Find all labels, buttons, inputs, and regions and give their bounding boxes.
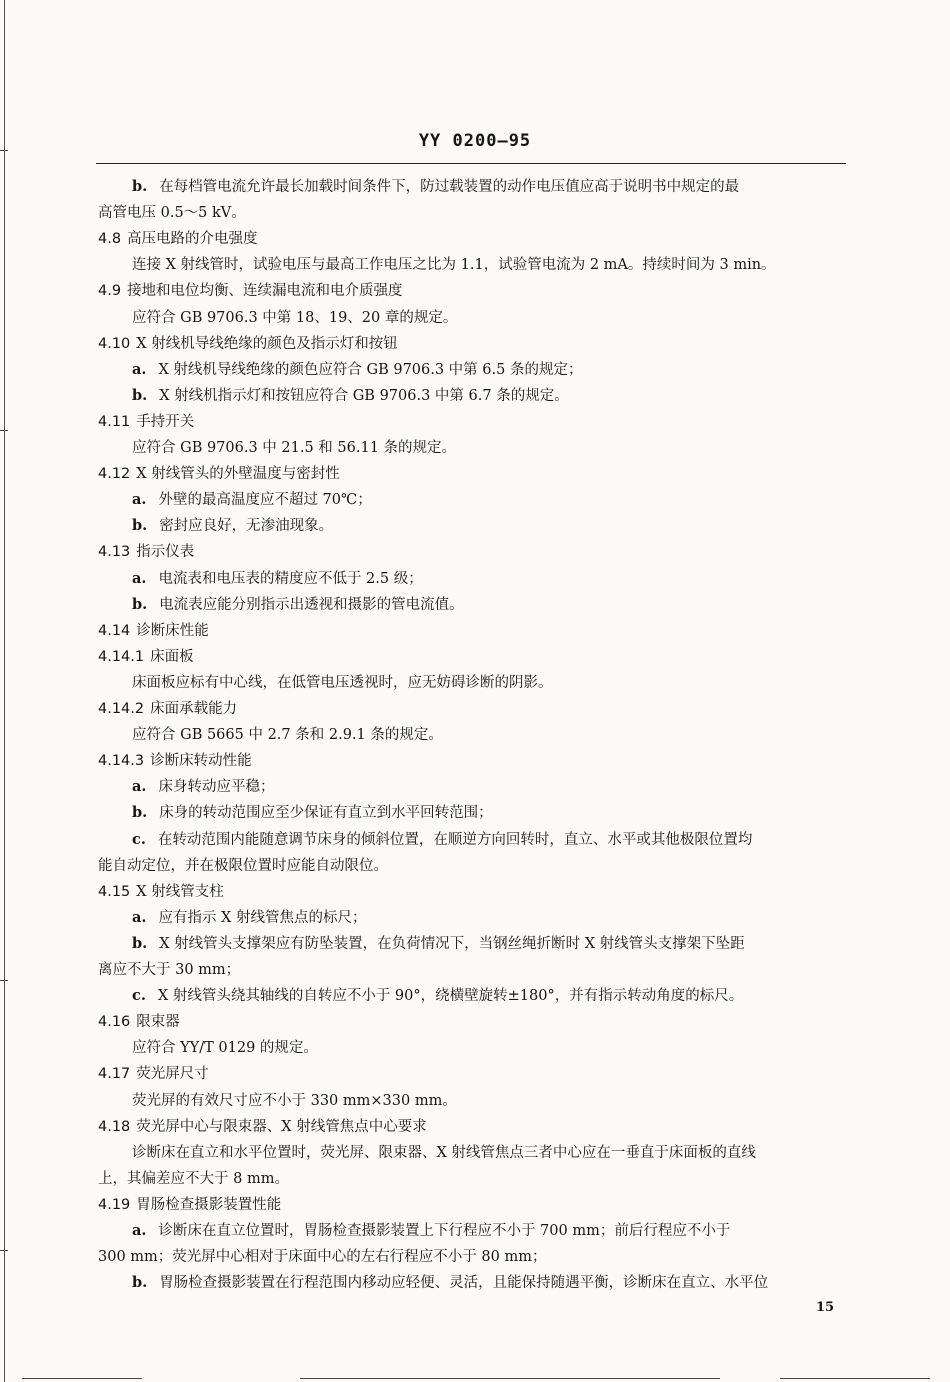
line-text: 应符合 GB 5665 中 2.7 条和 2.9.1 条的规定。 bbox=[132, 727, 443, 744]
list-item bbox=[132, 595, 464, 617]
scan-edge-mark bbox=[0, 430, 8, 431]
line-text: X 射线管头支撑架应有防坠装置，在负荷情况下，当钢丝绳折断时 X 射线管头支撑架下坠距 bbox=[159, 935, 745, 952]
page-number: 15 bbox=[816, 1300, 835, 1315]
section-number: 4.12 bbox=[98, 466, 131, 483]
list-item-label: b. bbox=[132, 386, 148, 404]
list-item-label: b. bbox=[132, 1274, 148, 1292]
list-item-label: c. bbox=[132, 830, 146, 848]
list-item bbox=[132, 1273, 768, 1295]
section-number: 4.8 bbox=[98, 231, 122, 248]
body-text-line bbox=[132, 438, 456, 460]
body-text-line bbox=[98, 1247, 546, 1269]
list-item bbox=[132, 908, 367, 930]
section-heading bbox=[98, 699, 237, 721]
line-text: 床身的转动范围应至少保证有直立到水平回转范围； bbox=[159, 805, 493, 822]
list-item bbox=[132, 569, 423, 591]
list-item bbox=[132, 986, 743, 1008]
list-item-label: a. bbox=[132, 491, 147, 509]
line-text: 连接 X 射线管时，试验电压与最高工作电压之比为 1.1，试验管电流为 2 mA。持续时间为 3 min。 bbox=[132, 257, 776, 274]
line-text: 密封应良好，无渗油现象。 bbox=[159, 518, 334, 535]
section-heading bbox=[98, 281, 403, 303]
line-text: X 射线机导线绝缘的颜色应符合 GB 9706.3 中第 6.5 条的规定； bbox=[158, 361, 583, 378]
list-item bbox=[132, 177, 739, 199]
line-text: 诊断床转动性能 bbox=[150, 753, 252, 770]
scan-left-edge bbox=[4, 0, 5, 1382]
section-number: 4.14.2 bbox=[98, 701, 145, 717]
body-text-line bbox=[132, 1038, 318, 1060]
line-text: 荧光屏尺寸 bbox=[136, 1066, 209, 1083]
line-text: 电流表和电压表的精度应不低于 2.5 级； bbox=[158, 570, 423, 587]
body-text-line bbox=[132, 1091, 457, 1113]
section-heading bbox=[98, 1064, 209, 1086]
section-heading bbox=[98, 1117, 427, 1139]
line-text: 荧光屏的有效尺寸应不小于 330 mm×330 mm。 bbox=[132, 1092, 457, 1109]
list-item bbox=[132, 516, 333, 538]
list-item bbox=[132, 830, 752, 852]
line-text: 诊断床在直立和水平位置时，荧光屏、限束器、X 射线管焦点三者中心应在一垂直于床面板的直线 bbox=[132, 1144, 756, 1161]
line-text: X 射线机导线绝缘的颜色及指示灯和按钮 bbox=[136, 335, 398, 352]
list-item-label: b. bbox=[132, 934, 148, 952]
section-number: 4.10 bbox=[98, 335, 131, 352]
list-item-label: b. bbox=[132, 178, 148, 195]
list-item-label: b. bbox=[132, 595, 148, 613]
list-item-label: b. bbox=[132, 517, 148, 535]
header-rule bbox=[96, 163, 846, 164]
line-text: 外壁的最高温度应不超过 70℃； bbox=[158, 492, 372, 509]
section-heading bbox=[98, 464, 340, 486]
line-text: 荧光屏中心与限束器、X 射线管焦点中心要求 bbox=[136, 1118, 427, 1135]
standard-code-header: YY 0200—95 bbox=[418, 131, 532, 151]
line-text: 上，其偏差应不大于 8 mm。 bbox=[98, 1170, 289, 1187]
body-text-line bbox=[98, 960, 240, 982]
section-heading bbox=[98, 334, 398, 356]
line-text: 床身转动应平稳； bbox=[158, 779, 275, 796]
list-item-label: a. bbox=[132, 360, 147, 378]
line-text: 在每档管电流允许最长加载时间条件下，防过载装置的动作电压值应高于说明书中规定的最 bbox=[159, 179, 740, 195]
section-number: 4.15 bbox=[98, 883, 131, 900]
line-text: X 射线管支柱 bbox=[136, 883, 224, 900]
scan-bottom-line bbox=[780, 1378, 930, 1379]
line-text: 在转动范围内能随意调节床身的倾斜位置，在顺逆方向回转时，直立、水平或其他极限位置均 bbox=[157, 831, 753, 848]
list-item bbox=[132, 803, 493, 825]
list-item bbox=[132, 934, 745, 956]
line-text: X 射线管头的外壁温度与密封性 bbox=[136, 466, 340, 483]
body-text-line bbox=[98, 856, 388, 878]
line-text: 离应不大于 30 mm； bbox=[98, 962, 241, 978]
body-text-line bbox=[132, 255, 776, 277]
section-heading bbox=[98, 412, 194, 434]
section-heading bbox=[98, 542, 194, 564]
section-heading bbox=[98, 1012, 180, 1034]
line-text: 高压电路的介电强度 bbox=[127, 231, 258, 248]
body-text-line bbox=[132, 673, 553, 695]
line-text: 胃肠检查摄影装置在行程范围内移动应轻便、灵活，且能保持随遇平衡，诊断床在直立、水平位 bbox=[159, 1275, 769, 1292]
list-item bbox=[132, 360, 582, 382]
section-number: 4.18 bbox=[98, 1118, 131, 1135]
section-number: 4.14 bbox=[98, 622, 131, 639]
section-number: 4.14.1 bbox=[98, 648, 145, 665]
section-number: 4.14.3 bbox=[98, 753, 145, 770]
line-text: 床面板应标有中心线，在低管电压透视时，应无妨碍诊断的阴影。 bbox=[132, 674, 553, 691]
list-item-label: a. bbox=[132, 569, 147, 587]
line-text: 诊断床在直立位置时，胃肠检查摄影装置上下行程应不小于 700 mm；前后行程应不小于 bbox=[158, 1223, 731, 1239]
line-text: 高管电压 0.5～5 kV。 bbox=[98, 205, 246, 222]
section-number: 4.19 bbox=[98, 1196, 131, 1213]
line-text: 胃肠检查摄影装置性能 bbox=[136, 1196, 282, 1213]
section-number: 4.13 bbox=[98, 544, 131, 561]
line-text: 应符合 GB 9706.3 中 21.5 和 56.11 条的规定。 bbox=[132, 440, 457, 456]
section-heading bbox=[98, 1195, 281, 1217]
line-text: 诊断床性能 bbox=[136, 622, 209, 639]
section-heading bbox=[98, 229, 258, 251]
line-text: 应有指示 X 射线管焦点的标尺； bbox=[158, 909, 367, 926]
section-number: 4.9 bbox=[98, 283, 122, 300]
line-text: 手持开关 bbox=[136, 413, 195, 430]
body-text-line bbox=[98, 203, 246, 225]
section-heading bbox=[98, 621, 209, 643]
list-item-label: a. bbox=[132, 908, 147, 926]
line-text: 限束器 bbox=[136, 1014, 180, 1031]
list-item-label: a. bbox=[132, 1222, 147, 1239]
body-text-line bbox=[132, 725, 443, 747]
line-text: 指示仪表 bbox=[136, 544, 195, 561]
list-item-label: c. bbox=[132, 987, 146, 1005]
line-text: 应符合 GB 9706.3 中第 18、19、20 章的规定。 bbox=[132, 309, 458, 326]
scan-edge-mark bbox=[0, 980, 8, 981]
line-text: 能自动定位，并在极限位置时应能自动限位。 bbox=[98, 857, 388, 874]
body-text-line bbox=[132, 1143, 756, 1165]
body-text-line bbox=[98, 1169, 289, 1191]
line-text: 接地和电位均衡、连续漏电流和电介质强度 bbox=[127, 283, 403, 300]
list-item bbox=[132, 777, 274, 799]
list-item bbox=[132, 386, 569, 408]
line-text: 电流表应能分别指示出透视和摄影的管电流值。 bbox=[159, 596, 464, 613]
list-item-label: b. bbox=[132, 804, 148, 822]
list-item bbox=[132, 490, 372, 512]
line-text: 床面板 bbox=[150, 648, 194, 665]
section-number: 4.17 bbox=[98, 1066, 131, 1083]
section-heading bbox=[98, 751, 252, 773]
section-number: 4.16 bbox=[98, 1014, 131, 1031]
line-text: X 射线机指示灯和按钮应符合 GB 9706.3 中第 6.7 条的规定。 bbox=[159, 387, 569, 404]
line-text: X 射线管头绕其轴线的自转应不小于 90°，绕横壁旋转±180°，并有指示转动角度的标尺。 bbox=[157, 988, 744, 1005]
section-number: 4.11 bbox=[98, 413, 131, 430]
line-text: 应符合 YY/T 0129 的规定。 bbox=[132, 1040, 318, 1057]
line-text: 床面承载能力 bbox=[150, 701, 238, 717]
scan-edge-mark bbox=[0, 1250, 8, 1251]
list-item bbox=[132, 1221, 730, 1243]
scan-bottom-line bbox=[300, 1378, 720, 1379]
section-heading bbox=[98, 647, 194, 669]
list-item-label: a. bbox=[132, 778, 147, 796]
body-text-line bbox=[132, 308, 457, 330]
line-text: 300 mm；荧光屏中心相对于床面中心的左右行程应不小于 80 mm； bbox=[98, 1249, 547, 1266]
scan-bottom-line bbox=[22, 1378, 142, 1379]
section-heading bbox=[98, 882, 224, 904]
